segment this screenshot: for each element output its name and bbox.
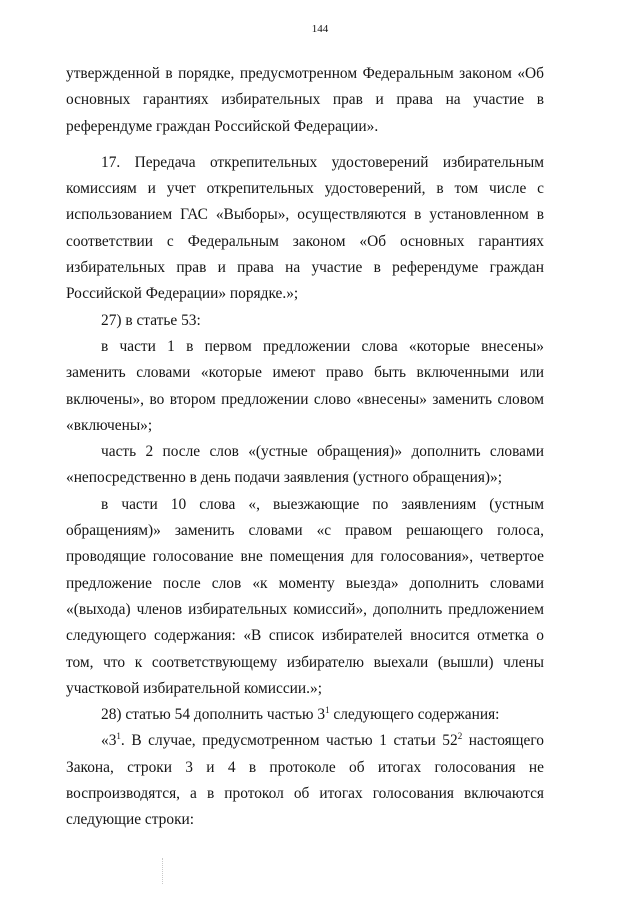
paragraph-part-3-1-text xyxy=(66,728,544,833)
item-28-superscript: 1 xyxy=(325,705,330,716)
document-body xyxy=(66,61,544,834)
item-28-text-before: 28) статью 54 дополнить частью 3 xyxy=(101,706,326,724)
paragraph-part-2-amendment: часть 2 после слов «(устные обращения)» дополнить словами «непосредственно в день подачи заявления (устного обращения)»; xyxy=(66,443,544,487)
item-28-text-after: следующего содержания: xyxy=(329,706,500,724)
paragraph-continuation: утвержденной в порядке, предусмотренном Федеральным законом «Об основных гарантиях избирательных прав и права на участие в референдуме граждан Российской Федерации». xyxy=(66,65,544,135)
part-3-1-text-start: «3 xyxy=(101,732,117,750)
paragraph-item-17: 17. Передача открепительных удостоверений избирательным комиссиям и учет открепительных удостоверений, в том числе с использованием ГАС «Выборы», осуществляются в установленном в соответствии с Федеральным законом «Об основных гарантиях избирательных прав и права на участие в референдуме граждан Российской Федерации» порядке.»; xyxy=(66,153,544,303)
paragraph-part-1-amendment: в части 1 в первом предложении слова «которые внесены» заменить словами «которые имеют право быть включенными или включены», во втором предложении слово «внесены» заменить словом «включены»; xyxy=(66,337,544,434)
paragraph-item-28 xyxy=(66,702,544,728)
paragraph-part-10-amendment: в части 10 слова «, выезжающие по заявлениям (устным обращениям)» заменить словами «с правом решающего голоса, проводящие голосование вне помещения для голосования», четвертое предложение после слов «к моменту выезда» дополнить словами «(выхода) членов избирательных комиссий», дополнить предложением следующего содержания: «В список избирателей вносится отметка о том, что к соответствующему избирателю выехали (вышли) члены участковой избирательной комиссии.»; xyxy=(66,495,544,697)
part-3-1-text-middle: . В случае, предусмотренном частью 1 статьи 52 xyxy=(120,732,458,750)
article-52-superscript: 2 xyxy=(457,731,463,742)
part-3-1-text-end: настоящего Закона, строки 3 и 4 в протоколе об итогах голосования не воспроизводятся, а в протокол об итогах голосования включаются следующие строки: xyxy=(66,732,544,829)
paragraph-item-27: 27) в статье 53: xyxy=(101,311,201,329)
part-3-1-superscript: 1 xyxy=(116,731,121,742)
scan-artifact xyxy=(162,858,164,884)
page-number: 144 xyxy=(311,23,329,35)
